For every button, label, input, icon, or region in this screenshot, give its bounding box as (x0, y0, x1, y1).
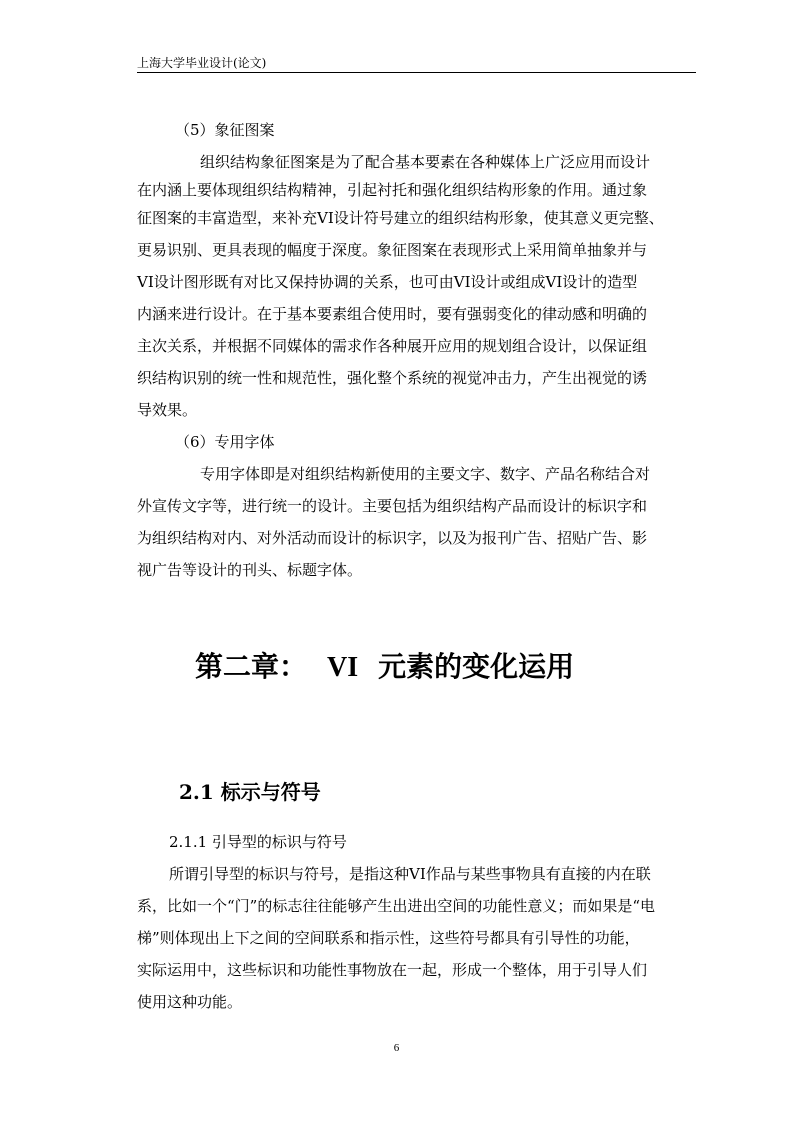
sec5-line: 更易识别、更具表现的幅度于深度。象征图案在表现形式上采用简单抽象并与 (137, 241, 648, 259)
sec6-line: 视广告等设计的刊头、标题字体。 (137, 561, 363, 579)
sec5-line: 织结构识别的统一性和规范性，强化整个系统的视觉冲击力，产生出视觉的诱 (137, 369, 648, 387)
header-rule (137, 72, 696, 73)
sec5-line: 征图案的丰富造型，来补充VI设计符号建立的组织结构形象，使其意义更完整、 (137, 209, 664, 227)
chapter-vi: VI (327, 652, 359, 683)
subsection-line: 所谓引导型的标识与符号，是指这种VI作品与某些事物具有直接的内在联 (169, 865, 651, 883)
sec5-line: 在内涵上要体现组织结构精神，引起衬托和强化组织结构形象的作用。通过象 (137, 181, 648, 199)
sec5-line: 主次关系，并根据不同媒体的需求作各种展开应用的规划组合设计，以保证组 (137, 337, 648, 355)
sec5-line: 内涵来进行设计。在于基本要素组合使用时，要有强弱变化的律动感和明确的 (137, 305, 648, 323)
running-header: 上海大学毕业设计(论文) (137, 56, 267, 70)
subsection-line: 系，比如一个“门”的标志往往能够产生出进出空间的功能性意义；而如果是“电 (137, 897, 656, 915)
sec6-line: 专用字体即是对组织结构新使用的主要文字、数字、产品名称结合对 (200, 465, 651, 483)
chapter-title: 元素的变化运用 (378, 650, 575, 683)
subsection-line: 梯”则体现出上下之间的空间联系和指示性，这些符号都具有引导性的功能， (137, 929, 640, 947)
sec5-line: VI设计图形既有对比又保持协调的关系，也可由VI设计或组成VI设计的造型 (137, 273, 638, 291)
sec5-line: 导效果。 (137, 401, 198, 419)
sec6-heading: （6）专用字体 (175, 433, 275, 451)
sec5-heading: （5）象征图案 (175, 121, 275, 139)
subsection-line: 实际运用中，这些标识和功能性事物放在一起，形成一个整体，用于引导人们 (137, 961, 648, 979)
chapter-heading (195, 645, 574, 685)
sec5-line: 组织结构象征图案是为了配合基本要素在各种媒体上广泛应用而设计 (200, 153, 651, 171)
subsection-line: 使用这种功能。 (137, 993, 243, 1011)
section-heading: 2.1 标示与符号 (179, 780, 321, 804)
chapter-label: 第二章： (195, 650, 308, 683)
subsection-heading: 2.1.1 引导型的标识与符号 (169, 833, 347, 851)
sec6-line: 为组织结构对内、对外活动而设计的标识字，以及为报刊广告、招贴广告、影 (137, 529, 648, 547)
sec6-line: 外宣传文字等，进行统一的设计。主要包括为组织结构产品而设计的标识字和 (137, 497, 648, 515)
page-number: 6 (393, 1042, 400, 1054)
